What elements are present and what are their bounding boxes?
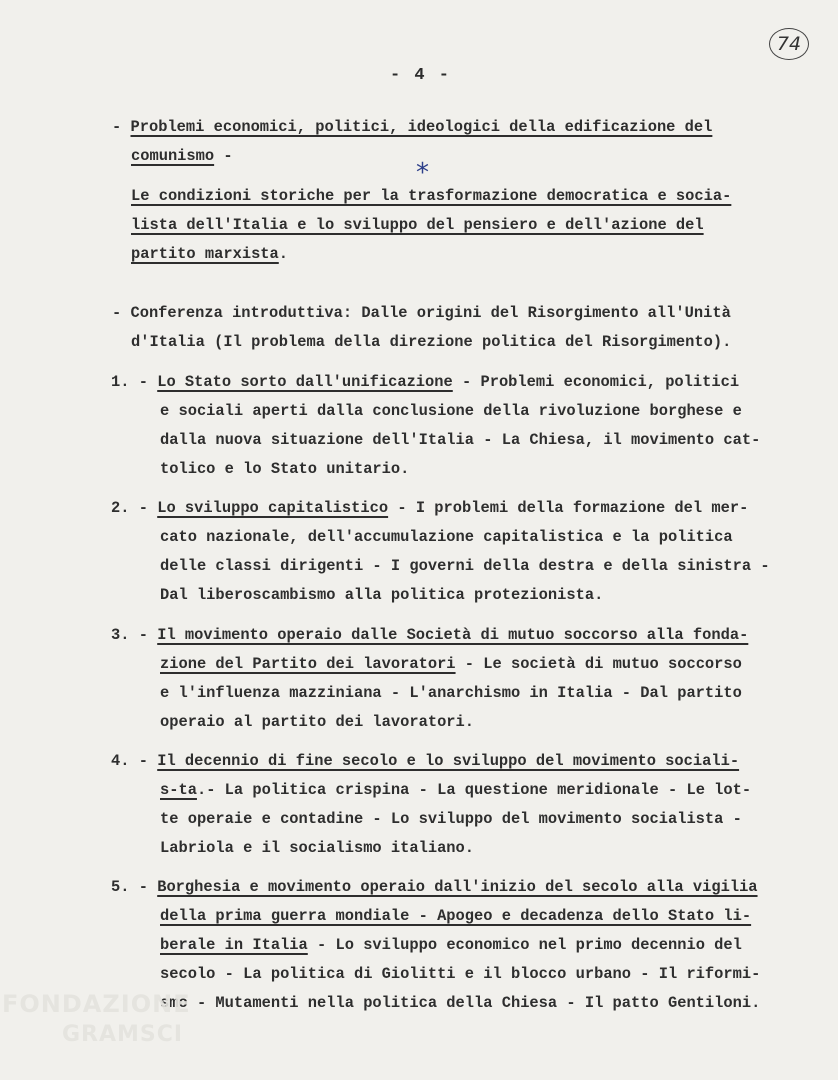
item-4-line-2: s-ta.- La politica crispina - La questione meridionale - Le lot- — [160, 781, 752, 799]
item-1-line-3: dalla nuova situazione dell'Italia - La Chiesa, il movimento cat- — [160, 431, 761, 449]
conference-line-1: - Conferenza introduttiva: Dalle origini del Risorgimento all'Unità — [112, 304, 731, 322]
item-3-line-3: e l'influenza mazziniana - L'anarchismo in Italia - Dal partito — [160, 684, 742, 702]
item-2-line-2: cato nazionale, dell'accumulazione capitalistica e la politica — [160, 528, 733, 546]
item-5-line-5: smo - Mutamenti nella politica della Chiesa - Il patto Gentiloni. — [160, 994, 761, 1012]
item-4-line-1: 4. - Il decennio di fine secolo e lo sviluppo del movimento sociali- — [111, 752, 740, 770]
heading-line-4: lista dell'Italia e lo sviluppo del pensiero e dell'azione del — [131, 216, 704, 234]
item-5-line-2: della prima guerra mondiale - Apogeo e decadenza dello Stato li- — [160, 907, 752, 925]
item-4-line-4: Labriola e il socialismo italiano. — [160, 839, 475, 857]
item-2-line-1: 2. - Lo sviluppo capitalistico - I problemi della formazione del mer- — [111, 499, 749, 517]
heading-line-5: partito marxista. — [131, 245, 289, 263]
conference-line-2: d'Italia (Il problema della direzione politica del Risorgimento). — [131, 333, 732, 351]
item-1-line-1: 1. - Lo Stato sorto dall'unificazione - Problemi economici, politici — [111, 373, 740, 391]
item-5-line-3: berale in Italia - Lo sviluppo economico nel primo decennio del — [160, 936, 742, 954]
page-number: - 4 - — [390, 66, 452, 85]
item-1-line-2: e sociali aperti dalla conclusione della rivoluzione borghese e — [160, 402, 742, 420]
item-1-line-4: tolico e lo Stato unitario. — [160, 460, 410, 478]
item-5-line-4: secolo - La politica di Giolitti e il blocco urbano - Il riformi- — [160, 965, 761, 983]
item-5-line-1: 5. - Borghesia e movimento operaio dall'inizio del secolo alla vigilia — [111, 878, 758, 896]
item-3-line-4: operaio al partito dei lavoratori. — [160, 713, 475, 731]
heading-line-2: comunismo - — [131, 147, 233, 165]
archive-number: 74 — [769, 28, 809, 60]
watermark-logo: FONDAZIONE GRAMSCI — [2, 990, 191, 1047]
item-2-line-4: Dal liberoscambismo alla politica protezionista. — [160, 586, 604, 604]
asterisk-mark: * — [416, 158, 429, 188]
heading-line-3: Le condizioni storiche per la trasformazione democratica e socia- — [131, 187, 732, 205]
item-3-line-2: zione del Partito dei lavoratori - Le società di mutuo soccorso — [160, 655, 742, 673]
item-2-line-3: delle classi dirigenti - I governi della destra e della sinistra - — [160, 557, 770, 575]
item-3-line-1: 3. - Il movimento operaio dalle Società di mutuo soccorso alla fonda- — [111, 626, 749, 644]
item-4-line-3: te operaie e contadine - Lo sviluppo del movimento socialista - — [160, 810, 742, 828]
heading-line-1: - Problemi economici, politici, ideologici della edificazione del — [112, 118, 713, 136]
